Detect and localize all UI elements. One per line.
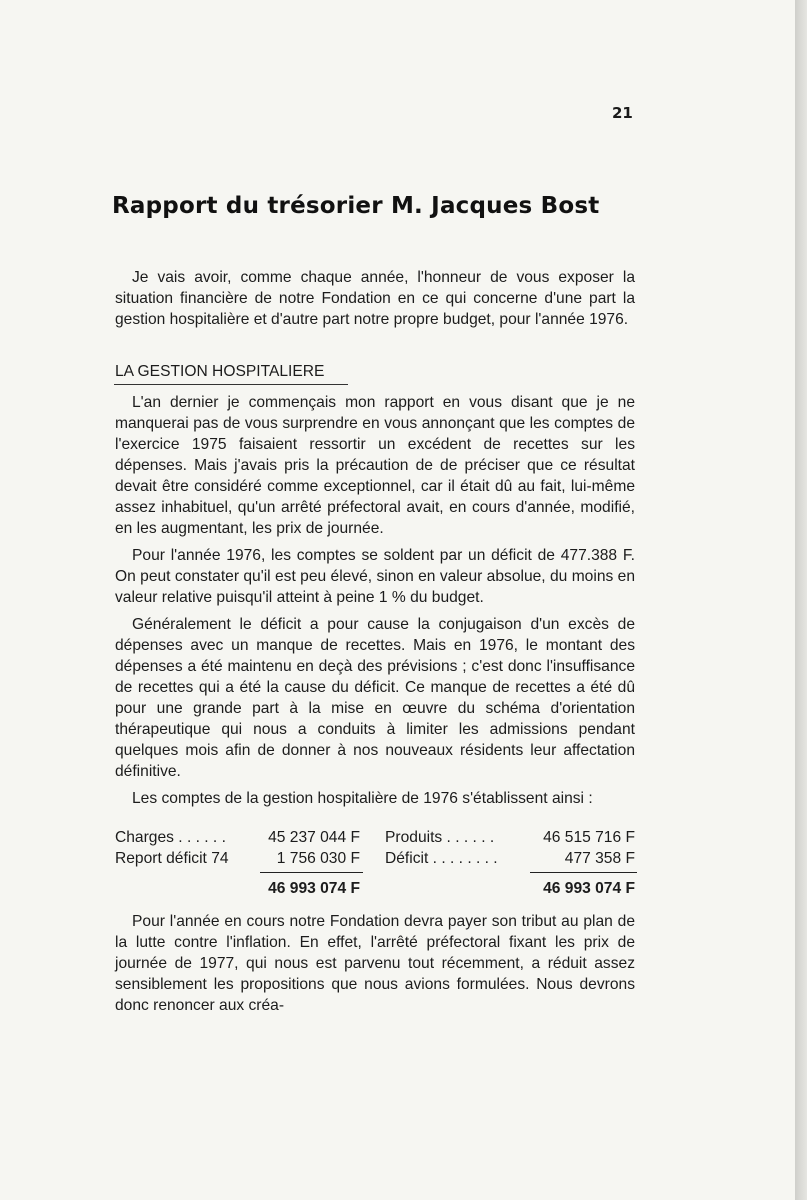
accounts-table: [115, 827, 635, 901]
charges-value: 45 237 044 F: [268, 829, 360, 846]
closing-text: Pour l'année en cours notre Fondation devra payer son tribut au plan de la lutte contre l'inflation. En effet, l'arrêté préfectoral fixant les prix de journée de 1977, qui nous est parvenu tout récemment, a réduit assez sensiblement les propositions que nous avions formulées. Nous devrons donc renoncer aux créa-: [115, 913, 635, 1014]
main-text: [115, 392, 635, 809]
accounts-row: [115, 827, 635, 848]
paragraph-4: Les comptes de la gestion hospitalière de 1976 s'établissent ainsi :: [132, 790, 593, 807]
intro-text: Je vais avoir, comme chaque année, l'honneur de vous exposer la situation financière de notre Fondation en ce qui concerne d'une part la gestion hospitalière et d'autre part notre propre budget, pour l'année 1976.: [115, 269, 635, 328]
accounts-row: [115, 848, 635, 869]
page-title: Rapport du trésorier M. Jacques Bost: [112, 193, 600, 219]
produits-value: 46 515 716 F: [543, 829, 635, 846]
total-left-value: 46 993 074 F: [268, 880, 360, 897]
total-right-value: 46 993 074 F: [543, 880, 635, 897]
intro-paragraph: [115, 267, 635, 330]
produits-label: Produits . . . . . .: [385, 829, 495, 846]
page-edge: [795, 0, 807, 1200]
paragraph-3: Généralement le déficit a pour cause la conjugaison d'un excès de dépenses avec un manque de recettes. Mais en 1976, le montant des dépenses a été maintenu en deçà des prévisions ; c'est donc l'insuffisance de recettes qui a été la cause du déficit. Ce manque de recettes a été dû pour une grande part à la mise en œuvre du schéma d'orientation thérapeutique qui nous a conduits à limiter les admissions pendant quelques mois afin de donner à nos nouveaux résidents leur affectation définitive.: [115, 616, 635, 780]
report-deficit-label: Report déficit 74: [115, 850, 229, 867]
closing-paragraph: [115, 911, 635, 1016]
paragraph-2: Pour l'année 1976, les comptes se soldent par un déficit de 477.388 F. On peut constater qu'il est peu élevé, sinon en valeur absolue, du moins en valeur relative puisqu'il atteint à peine 1 % du budget.: [115, 547, 635, 606]
charges-label: Charges . . . . . .: [115, 829, 226, 846]
accounts-total-row: [115, 878, 635, 901]
paragraph-1: L'an dernier je commençais mon rapport en vous disant que je ne manquerai pas de vous surprendre en vous annonçant que les comptes de l'exercice 1975 faisaient ressortir un excédent de recettes sur les dépenses. Mais j'avais pris la précaution de de préciser que ce résultat devait être considéré comme exceptionnel, car il était dû au fait, lui-même assez inhabituel, qu'un arrêté préfectoral avait, en cours d'année, modifié, en les augmentant, les prix de journée.: [115, 394, 635, 537]
report-deficit-value: 1 756 030 F: [276, 850, 360, 867]
section-heading-underline: [114, 384, 348, 385]
total-rule-left: [260, 872, 363, 873]
page-number: 21: [612, 104, 633, 122]
deficit-value: 477 358 F: [564, 850, 635, 867]
deficit-label: Déficit . . . . . . . .: [385, 850, 498, 867]
section-heading: LA GESTION HOSPITALIERE: [115, 363, 325, 380]
total-rule-right: [530, 872, 637, 873]
